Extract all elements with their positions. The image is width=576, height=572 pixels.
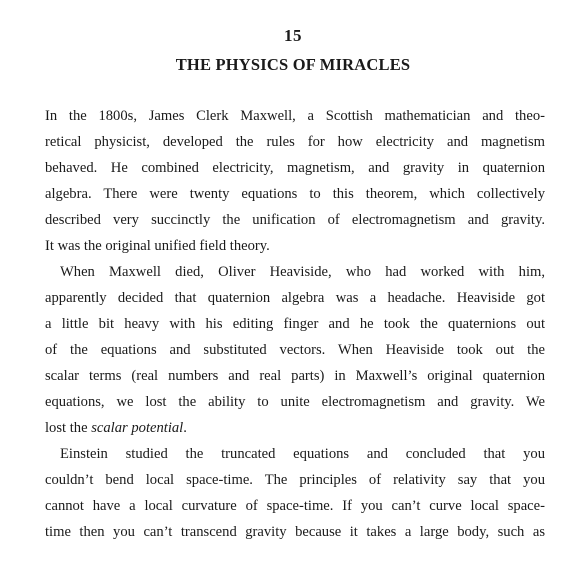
text-line: Einstein studied the truncated equations and concluded that you xyxy=(60,446,545,462)
text-fragment: . xyxy=(183,420,187,436)
chapter-number: 15 xyxy=(284,26,302,45)
text-line: a little bit heavy with his editing finger and he took the quaternions out xyxy=(45,316,545,332)
body-text xyxy=(45,103,545,545)
text-line: of the equations and substituted vectors. When Heaviside took out the xyxy=(45,342,545,358)
text-line: In the 1800s, James Clerk Maxwell, a Scottish mathematician and theo- xyxy=(45,108,545,124)
text-fragment: lost the xyxy=(45,420,92,436)
text-line xyxy=(45,415,545,441)
text-line: equations, we lost the ability to unite electromagnetism and gravity. We xyxy=(45,394,545,410)
text-line: scalar terms (real numbers and real parts) in Maxwell’s original quaternion xyxy=(45,368,545,384)
text-line: time then you can’t transcend gravity because it takes a large body, such as xyxy=(45,524,545,540)
text-line: It was the original unified field theory. xyxy=(45,238,270,254)
text-line: When Maxwell died, Oliver Heaviside, who had worked with him, xyxy=(60,264,545,280)
text-line: retical physicist, developed the rules for how electricity and magnetism xyxy=(45,134,545,150)
text-line: cannot have a local curvature of space-time. If you can’t curve local space- xyxy=(45,498,545,514)
chapter-title: THE PHYSICS OF MIRACLES xyxy=(175,55,411,74)
text-line: algebra. There were twenty equations to this theorem, which collectively xyxy=(45,186,545,202)
text-line: apparently decided that quaternion algebra was a headache. Heaviside got xyxy=(45,290,545,306)
text-line: behaved. He combined electricity, magnetism, and gravity in quaternion xyxy=(45,160,545,176)
emphasis-text: scalar potential xyxy=(91,420,184,436)
text-line: described very succinctly the unification of electromagnetism and gravity. xyxy=(45,212,545,228)
text-line: couldn’t bend local space-time. The principles of relativity say that you xyxy=(45,472,545,488)
